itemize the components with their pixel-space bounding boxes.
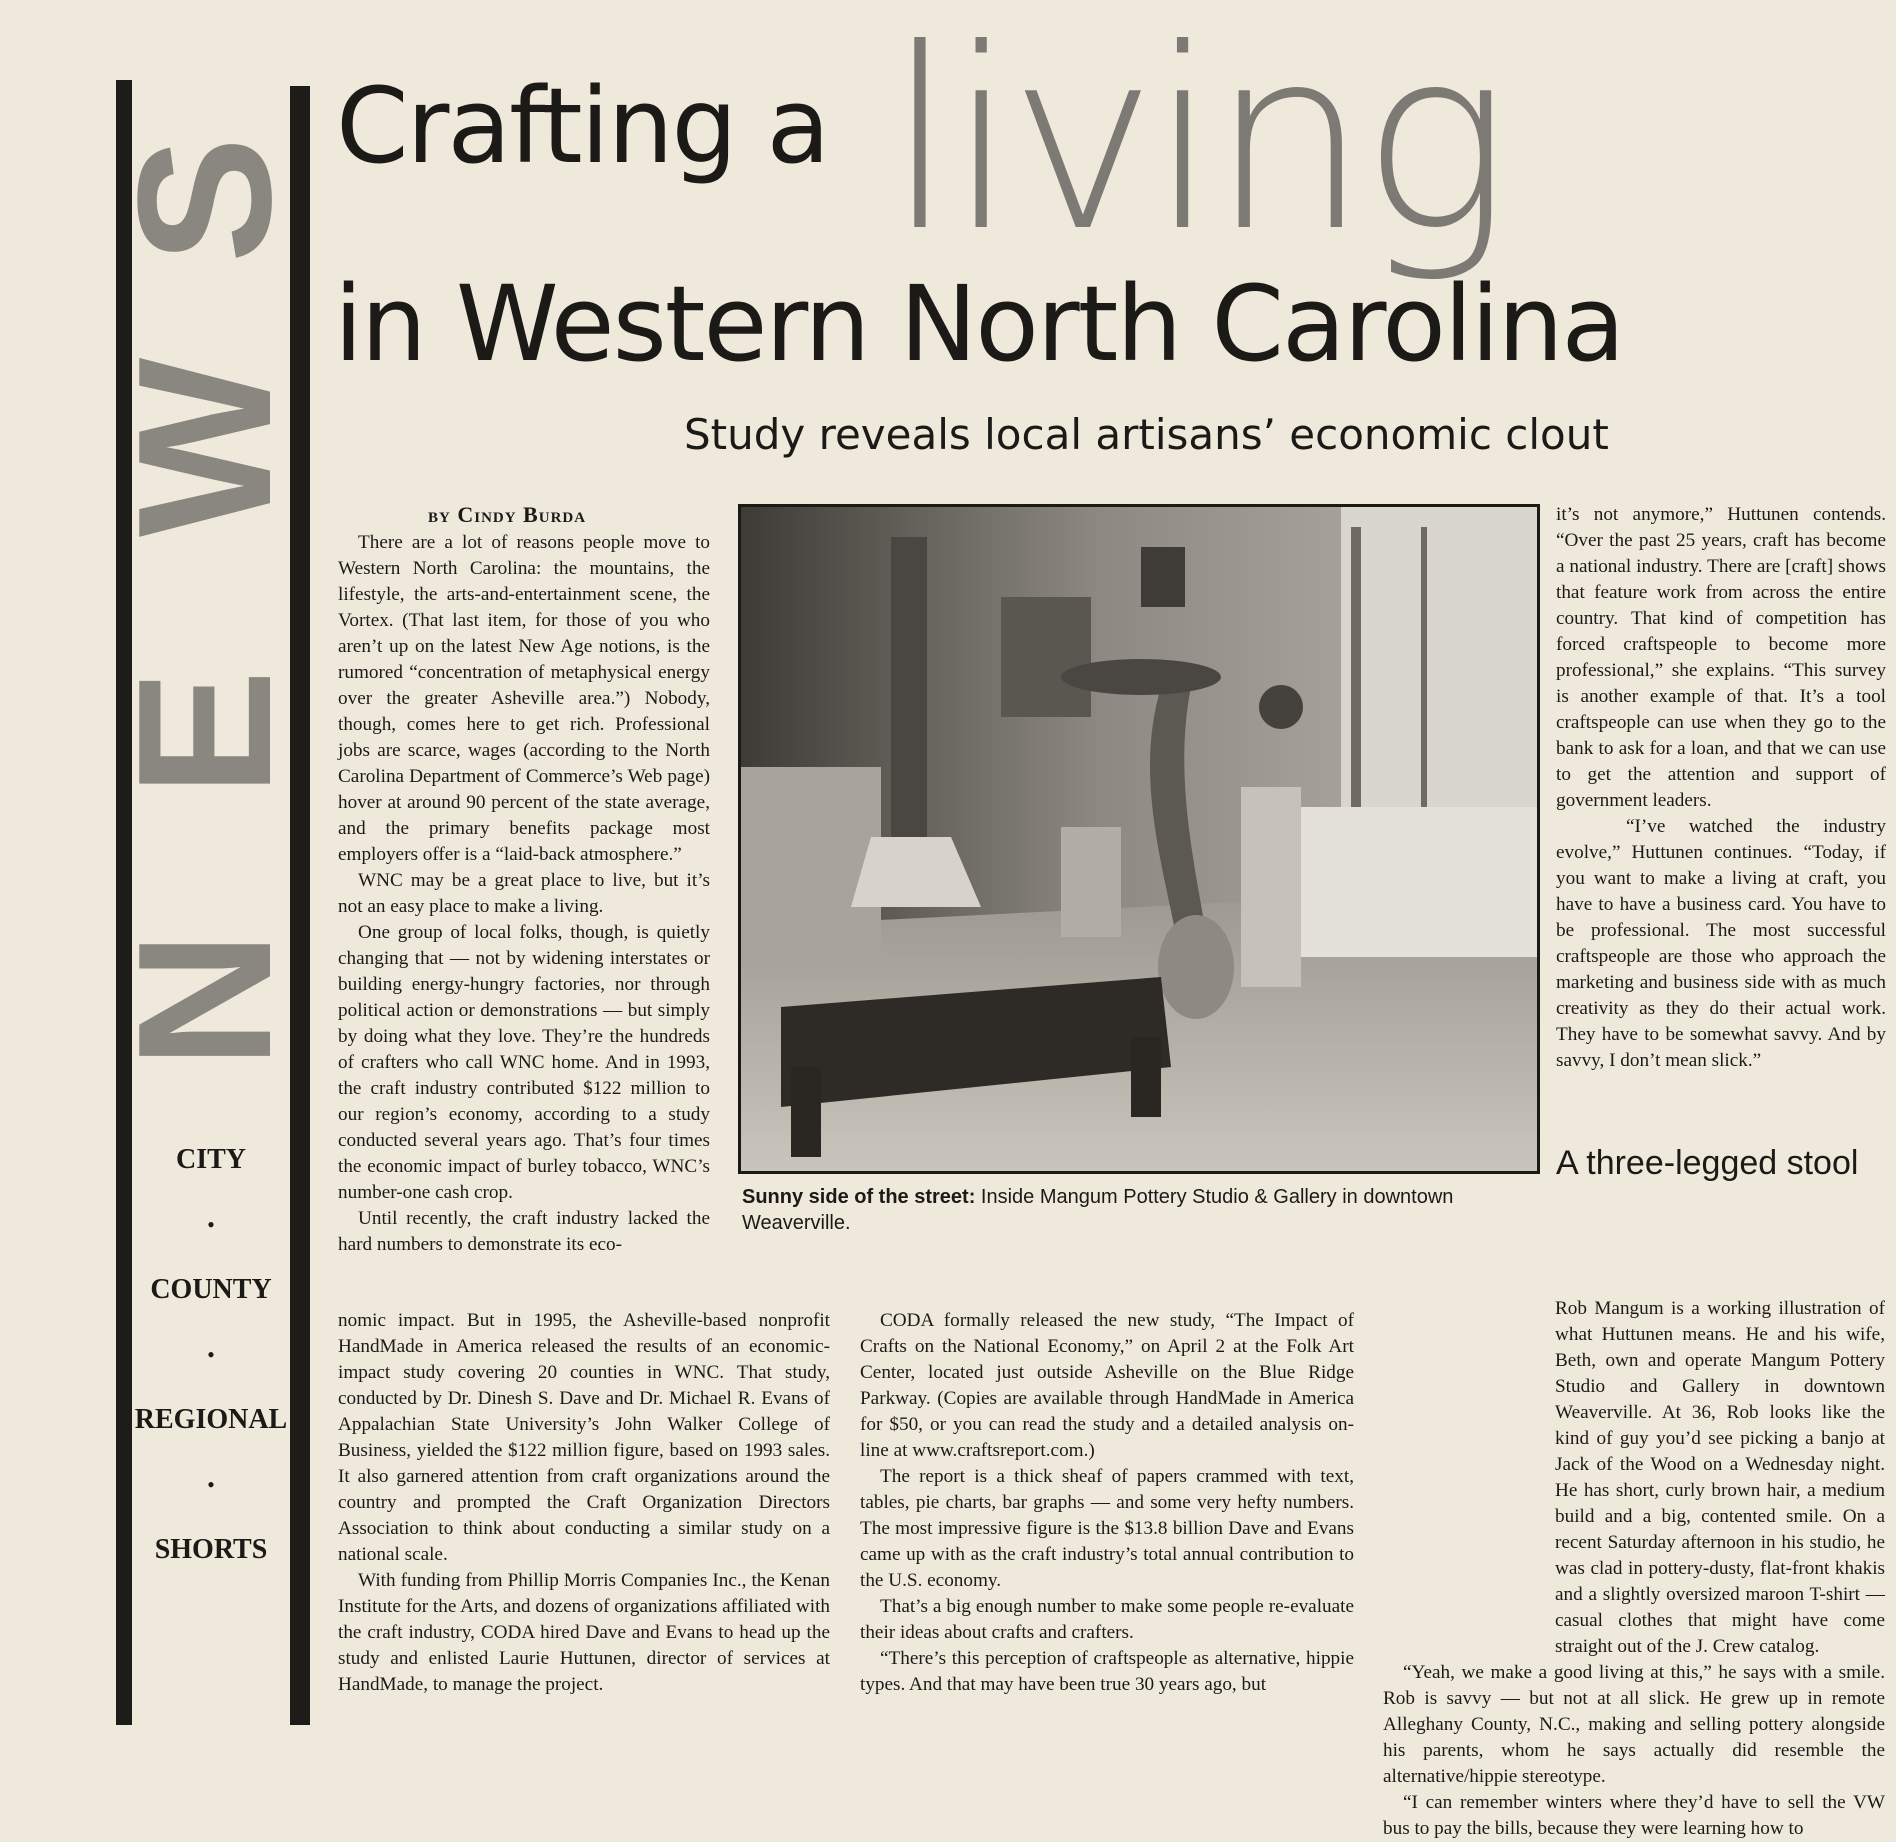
paragraph: WNC may be a great place to live, but it’s not an easy place to make a living. [338, 870, 710, 917]
section-separator: • [207, 1212, 215, 1237]
banner-letter: W [99, 357, 311, 537]
paragraph: nomic impact. But in 1995, the Asheville-based nonprofit HandMade in America released the results of an economic-impact study covering 20 counties in WNC. That study, conducted by Dr. Dinesh S. Dave and Dr. Michael R. Evans of Appalachian State University’s John Walker College of Business, yielded the $122 million figure, based on 1993 sales. It also garnered attention from craft organizations around the country and prompted the Craft Organization Directors Association to think about conducting a similar study on a national scale. [338, 1310, 830, 1565]
gallery-photo [738, 504, 1540, 1174]
article-column-1 [338, 530, 710, 1258]
article-column-3 [1556, 502, 1886, 1074]
section-city: CITY [175, 1144, 246, 1175]
caption-text: Inside Mangum Pottery Studio & Gallery in downtown Weaverville. [742, 1186, 1454, 1234]
paragraph: CODA formally released the new study, “The Impact of Crafts on the National Economy,” on April 2 at the Folk Art Center, located just outside Asheville on the Blue Ridge Parkway. (Copies are available through HandMade in America for $50, or you can read the study and a detailed analysis on-line at www.craftsreport.com.) [860, 1310, 1354, 1461]
headline-line2: in Western North Carolina [334, 263, 1624, 385]
photo-caption [742, 1184, 1502, 1236]
byline: by Cindy Burda [428, 502, 587, 527]
paragraph: “I’ve watched the industry evolve,” Huttunen continues. “Today, if you want to make a living at craft, you have to have a business card. You have to be professional. The most successful craftspeople are those who approach the marketing and business side with as much creativity as they do their actual work. They have to be somewhat savvy. And by savvy, I don’t mean slick.” [1556, 816, 1886, 1071]
section-subheading: A three-legged stool [1556, 1144, 1859, 1182]
caption-lead: Sunny side of the street: [742, 1186, 976, 1208]
paragraph: it’s not anymore,” Huttunen contends. “Over the past 25 years, craft has become a national industry. There are [craft] shows that feature work from across the entire country. That kind of competition has forced craftspeople to become more professional,” she explains. “This survey is another example of that. It’s a tool craftspeople can use when they go to the bank to ask for a loan, and that we can use to get the attention and support of government leaders. [1556, 504, 1886, 811]
banner-letter: N [99, 931, 311, 1069]
paragraph: That’s a big enough number to make some people re-evaluate their ideas about crafts and crafters. [860, 1596, 1354, 1643]
banner-letter: S [99, 136, 311, 264]
paragraph: “There’s this perception of craftspeople as alternative, hippie types. And that may have been true 30 years ago, but [860, 1648, 1354, 1695]
section-regional: REGIONAL [134, 1404, 288, 1435]
sidebar-rule-right [290, 86, 310, 1725]
section-separator: • [207, 1342, 215, 1367]
article-column-2 [860, 1308, 1354, 1698]
article-column-1-continued [338, 1308, 830, 1698]
news-section-banner [99, 100, 311, 1100]
sidebar-rule-left [116, 80, 132, 1725]
paragraph: “Yeah, we make a good living at this,” he says with a smile. Rob is savvy — but not at all slick. He grew up in remote Alleghany County, N.C., making and selling pottery alongside his parents, whom he says actually did resemble the alternative/hippie stereotype. [1383, 1662, 1885, 1787]
section-separator: • [207, 1472, 215, 1497]
paragraph: One group of local folks, though, is quietly changing that — not by widening interstates or building energy-hungry factories, nor through political action or demonstrations — but simply by doing what they love. They’re the hundreds of crafters who call WNC home. And in 1993, the craft industry contributed $122 million to our region’s economy, according to a study conducted several years ago. That’s four times the economic impact of burley tobacco, WNC’s number-one cash crop. [338, 922, 710, 1203]
gallery-interior-image [741, 507, 1537, 1171]
subheadline: Study reveals local artisans’ economic clout [684, 410, 1609, 459]
paragraph: Rob Mangum is a working illustration of what Huttunen means. He and his wife, Beth, own and operate Mangum Pottery Studio and Gallery in downtown Weaverville. At 36, Rob looks like the kind of guy you’d see picking a banjo at Jack of the Wood on a Wednesday night. He has short, curly brown hair, a medium build and a big, contented smile. On a recent Saturday afternoon in his studio, he was clad in pottery-dusty, flat-front khakis and a slightly oversized maroon T-shirt — casual clothes that might have come straight out of the J. Crew catalog. [1555, 1298, 1885, 1657]
section-county: COUNTY [150, 1274, 272, 1305]
article-column-3-continued [1383, 1296, 1885, 1842]
paragraph: Until recently, the craft industry lacked the hard numbers to demonstrate its eco- [338, 1208, 710, 1255]
section-nav [132, 1140, 290, 1570]
paragraph: “I can remember winters where they’d have to sell the VW bus to pay the bills, because they were learning how to [1383, 1792, 1885, 1839]
banner-letter: E [99, 669, 311, 797]
headline-line1: Crafting a [336, 65, 829, 187]
paragraph: There are a lot of reasons people move to Western North Carolina: the mountains, the lifestyle, the arts-and-entertainment scene, the Vortex. (That last item, for those of you who aren’t up on the latest New Age notions, is the rumored “concentration of metaphysical energy over the greater Asheville area.”) Nobody, though, comes here to get rich. Professional jobs are scarce, wages (according to the North Carolina Department of Commerce’s Web page) hover at around 90 percent of the state average, and the primary benefits package most employers offer is a “laid-back atmosphere.” [338, 532, 710, 865]
section-shorts: SHORTS [154, 1534, 268, 1565]
paragraph: With funding from Phillip Morris Companies Inc., the Kenan Institute for the Arts, and dozens of organizations affiliated with the craft industry, CODA hired Dave and Evans to head up the study and enlisted Laurie Huttunen, director of services at HandMade, to manage the project. [338, 1570, 830, 1695]
paragraph: The report is a thick sheaf of papers crammed with text, tables, pie charts, bar graphs — and some very hefty numbers. The most impressive figure is the $13.8 billion Dave and Evans came up with as the craft industry’s total annual contribution to the U.S. economy. [860, 1466, 1354, 1591]
headline-emphasis: living [886, 0, 1503, 286]
